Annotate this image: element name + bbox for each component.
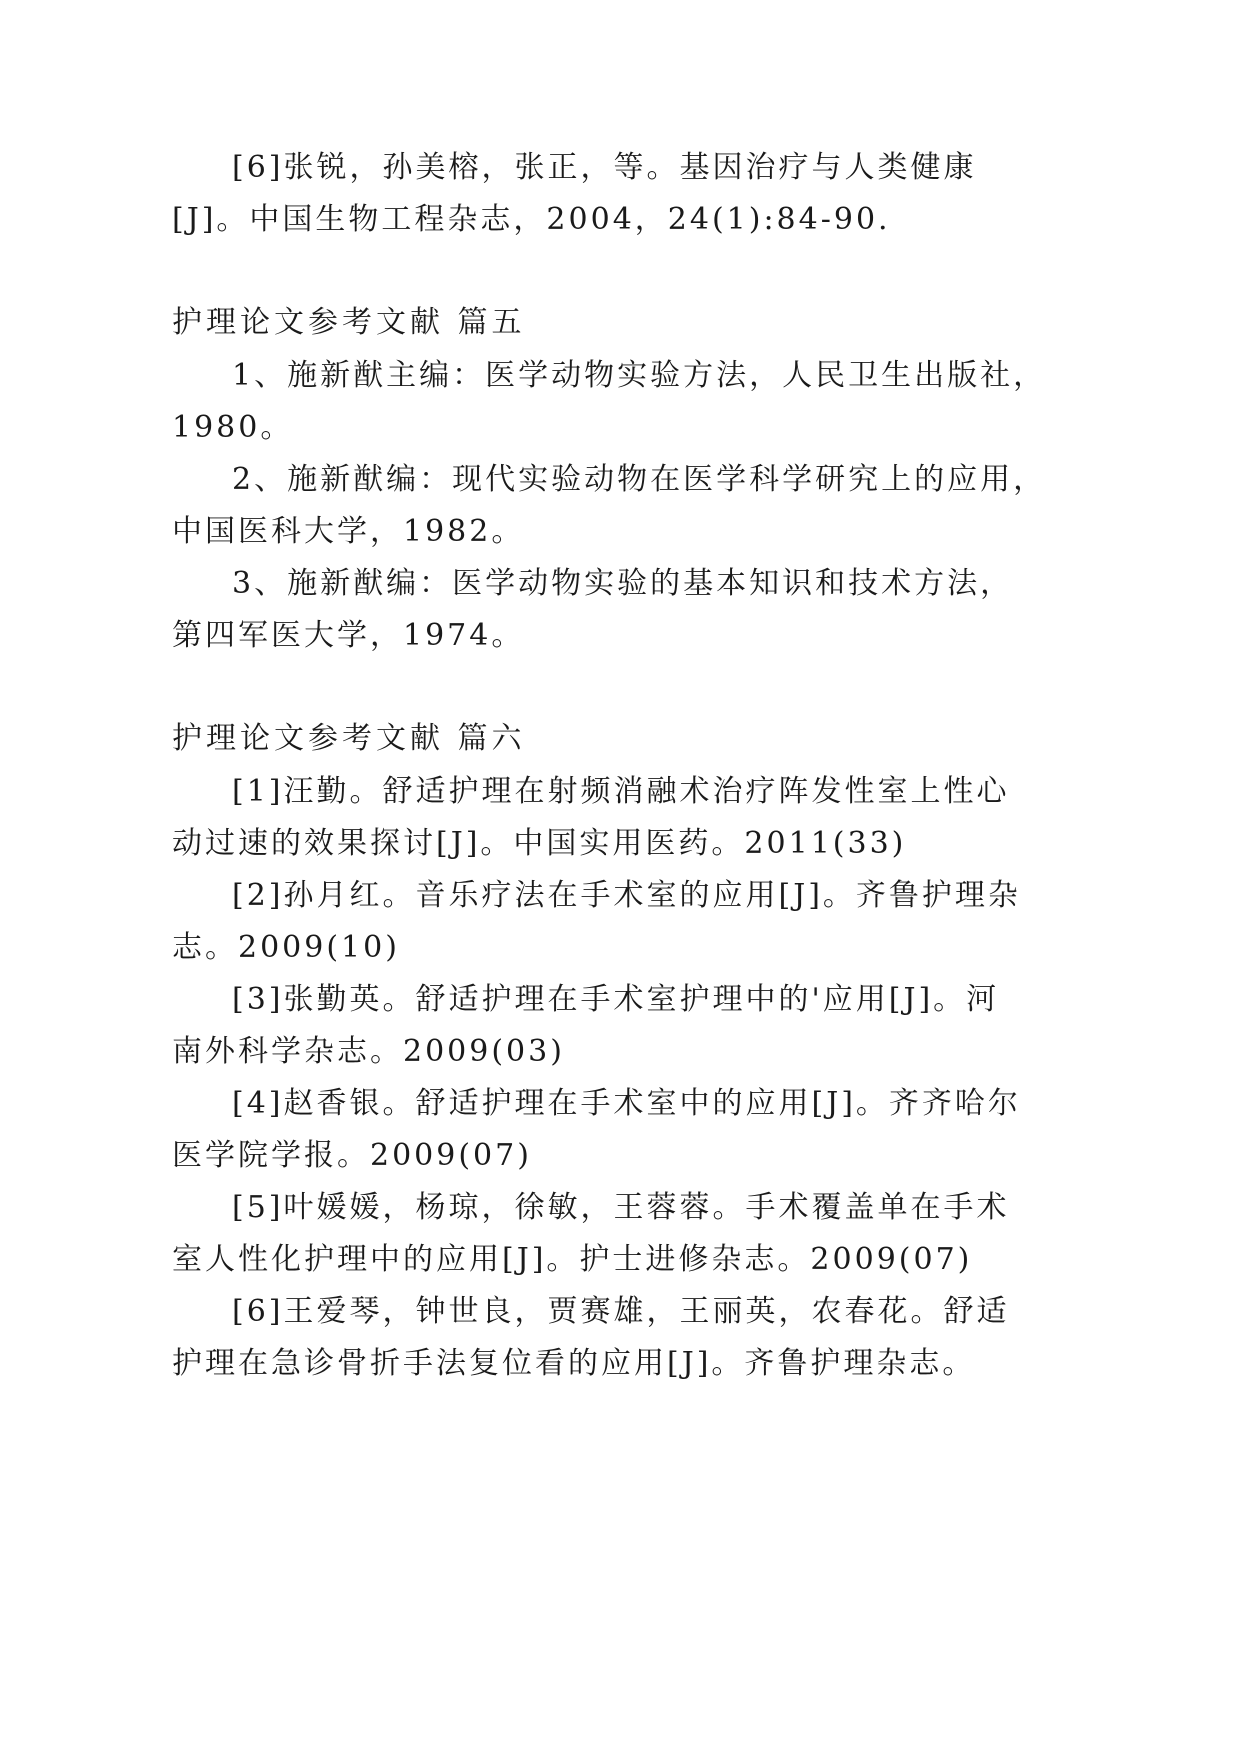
reference-line: 1980。 bbox=[172, 410, 294, 445]
reference-line: 1、施新猷主编：医学动物实验方法，人民卫生出版社， bbox=[232, 358, 1047, 393]
reference-line: 南外科学杂志。2009(03) bbox=[172, 1034, 565, 1069]
reference-line: 医学院学报。2009(07) bbox=[172, 1138, 532, 1173]
reference-line: [2]孙月红。音乐疗法在手术室的应用[J]。齐鲁护理杂 bbox=[232, 878, 1021, 913]
reference-line: [4]赵香银。舒适护理在手术室中的应用[J]。齐齐哈尔 bbox=[232, 1086, 1021, 1121]
section-heading: 护理论文参考文献 篇六 bbox=[172, 721, 526, 756]
reference-line: [6]王爱琴，钟世良，贾赛雄，王丽英，农春花。舒适 bbox=[232, 1294, 1010, 1329]
reference-line: 室人性化护理中的应用[J]。护士进修杂志。2009(07) bbox=[172, 1242, 973, 1277]
reference-line: [6]张锐，孙美榕，张正，等。基因治疗与人类健康 bbox=[232, 150, 977, 185]
reference-line: [5]叶媛媛，杨琼，徐敏，王蓉蓉。手术覆盖单在手术 bbox=[232, 1190, 1010, 1225]
section-heading: 护理论文参考文献 篇五 bbox=[172, 305, 526, 340]
reference-line: [3]张勤英。舒适护理在手术室护理中的'应用[J]。河 bbox=[232, 982, 1000, 1017]
reference-line: 志。2009(10) bbox=[172, 930, 400, 965]
reference-line: 动过速的效果探讨[J]。中国实用医药。2011(33) bbox=[172, 826, 907, 861]
reference-line: 2、施新猷编：现代实验动物在医学科学研究上的应用， bbox=[232, 462, 1047, 497]
reference-line: 3、施新猷编：医学动物实验的基本知识和技术方法， bbox=[232, 566, 1014, 601]
reference-line: 第四军医大学，1974。 bbox=[172, 618, 525, 653]
reference-line: 中国医科大学，1982。 bbox=[172, 514, 525, 549]
reference-line: 护理在急诊骨折手法复位看的应用[J]。齐鲁护理杂志。 bbox=[172, 1346, 976, 1381]
reference-line: [J]。中国生物工程杂志，2004，24(1):84-90. bbox=[172, 202, 891, 237]
reference-line: [1]汪勤。舒适护理在射频消融术治疗阵发性室上性心 bbox=[232, 774, 1010, 809]
